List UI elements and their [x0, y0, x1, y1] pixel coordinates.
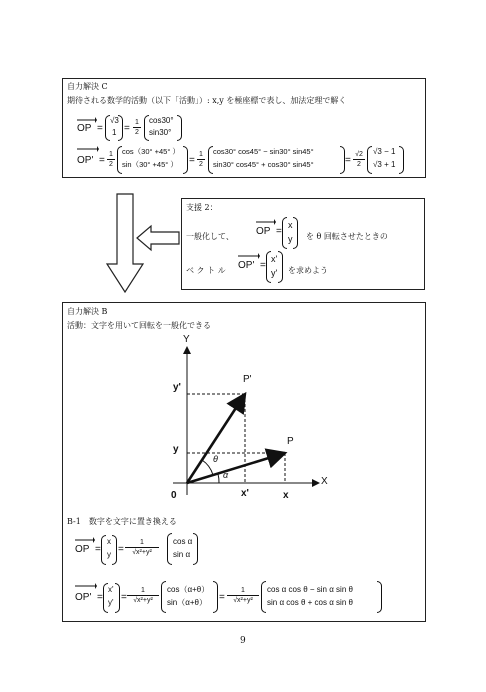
left-paren	[161, 581, 166, 613]
support-title: 支援 2：	[186, 203, 218, 212]
sin-alpha: sin α	[173, 550, 191, 559]
support-line2-post: を求めよう	[288, 266, 328, 275]
support-box	[181, 198, 425, 290]
fraction	[133, 119, 141, 136]
denominator: 2	[199, 161, 203, 168]
origin-label: 0	[171, 490, 177, 501]
vector-x: x	[107, 537, 111, 546]
solution-b-title: 自力解決 B	[67, 307, 108, 316]
vector-yp: y'	[108, 598, 114, 607]
equals-sign: =	[121, 592, 127, 603]
left-paren	[282, 217, 287, 249]
matrix-entry: 1	[112, 128, 117, 137]
equals-sign: =	[189, 155, 195, 166]
theta-label: θ	[213, 454, 218, 464]
left-paren	[261, 581, 266, 613]
numerator: 1	[135, 119, 139, 126]
fraction	[197, 151, 205, 168]
equals-sign: =	[95, 544, 101, 555]
solution-c-title: 自力解決 C	[67, 82, 108, 91]
vector-yp: y'	[271, 268, 278, 278]
vector-y: y	[107, 550, 111, 559]
matrix-entry: √3	[110, 116, 119, 125]
vector-op-label: OP	[77, 123, 92, 134]
solution-c-activity: 期待される数学的活動（以下「活動」）: x,y を極座標で表し、加法定理で解く	[67, 96, 347, 105]
point-p-prime-label: P'	[243, 374, 252, 385]
numerator: 1	[140, 539, 144, 546]
alpha-label: α	[223, 470, 229, 480]
vector-op-label: OP	[256, 226, 271, 237]
vector-x: x	[288, 220, 293, 230]
left-paren	[101, 535, 106, 565]
b1-heading: B-1 数字を文字に置き換える	[67, 517, 177, 526]
angle-theta-arc	[202, 460, 213, 475]
left-arrow-icon	[137, 226, 181, 250]
expanded-cos-entry: cos30° cos45° − sin30° sin45°	[213, 147, 314, 156]
right-paren	[193, 533, 198, 565]
numerator: 1	[241, 587, 245, 594]
equals-sign: =	[99, 155, 105, 166]
x-label: x	[283, 490, 289, 501]
right-paren	[112, 535, 117, 565]
vector-arrow	[256, 219, 276, 225]
solution-b-box	[62, 302, 426, 622]
vector-opp-label: OP'	[238, 260, 255, 271]
sin-entry: sin30°	[149, 128, 172, 137]
equals-sign: =	[124, 123, 130, 134]
vector-y: y	[288, 234, 293, 244]
result-entry: √3 − 1	[373, 147, 396, 156]
denominator: √x²+y²	[233, 597, 253, 604]
denominator: √x²+y²	[132, 549, 152, 556]
numerator: 1	[199, 151, 203, 158]
cos-sum-entry: cos（30° +45° ）	[122, 147, 180, 156]
right-paren	[183, 146, 188, 174]
vector-arrow	[75, 583, 97, 589]
y-prime-label: y'	[173, 382, 181, 393]
vector-arrow	[75, 537, 95, 543]
vector-xp: x'	[271, 254, 278, 264]
solution-b-activity: 活動：文字を用いて回転を一般化できる	[67, 321, 211, 330]
page-number: 9	[240, 636, 246, 646]
right-paren	[213, 581, 218, 613]
vector-op	[187, 453, 285, 483]
right-paren	[118, 115, 123, 141]
cos-sum-entry: cos（α+θ）	[167, 585, 210, 594]
expanded-cos-entry: cos α cos θ − sin α sin θ	[267, 585, 353, 594]
right-paren	[278, 251, 283, 283]
vector-op-label: OP	[75, 544, 90, 555]
result-entry: √3 + 1	[373, 160, 396, 169]
vector-arrow	[238, 253, 260, 259]
vector-opp-label: OP'	[75, 592, 92, 603]
fraction	[107, 151, 115, 168]
y-axis-label: Y	[183, 334, 190, 345]
point-p-label: P	[287, 436, 294, 447]
right-paren	[399, 146, 404, 174]
support-line1-post: を θ 回転させたときの	[306, 232, 388, 241]
equals-sign: =	[97, 592, 103, 603]
rotation-diagram	[63, 303, 425, 621]
solution-c-box	[62, 78, 426, 178]
right-paren	[377, 581, 382, 613]
vector-xp: x'	[108, 585, 114, 594]
sin-sum-entry: sin（30° +45° ）	[122, 160, 178, 169]
angle-alpha-arc	[218, 474, 219, 483]
fraction	[227, 587, 259, 604]
numerator: √2	[355, 151, 363, 158]
sin-sum-entry: sin（α+θ）	[167, 598, 207, 607]
cos-entry: cos30°	[149, 116, 174, 125]
expanded-sin-entry: sin α cos θ + cos α sin θ	[267, 598, 353, 607]
y-label: y	[173, 444, 179, 455]
equals-sign: =	[97, 123, 103, 134]
equals-sign: =	[260, 260, 266, 271]
denominator: 2	[109, 161, 113, 168]
vector-arrow	[77, 146, 99, 152]
right-paren	[293, 217, 298, 249]
cos-alpha: cos α	[173, 537, 193, 546]
equals-sign: =	[345, 155, 351, 166]
expanded-sin-entry: sin30° cos45° + cos30° sin45°	[213, 160, 314, 169]
equals-sign: =	[276, 226, 282, 237]
denominator: 2	[135, 129, 139, 136]
denominator: √x²+y²	[133, 597, 153, 604]
equals-sign: =	[219, 592, 225, 603]
numerator: 1	[141, 587, 145, 594]
x-prime-label: x'	[241, 488, 249, 499]
right-paren	[115, 583, 120, 613]
numerator: 1	[109, 151, 113, 158]
support-line1-pre: 一般化して、	[186, 232, 234, 241]
vector-op-prime	[187, 394, 245, 483]
fraction	[127, 587, 159, 604]
support-line2-pre: ベ ク ト ル	[186, 266, 226, 275]
left-paren	[167, 533, 172, 565]
fraction	[353, 151, 365, 168]
fraction	[125, 539, 159, 556]
left-paren	[367, 146, 372, 174]
vector-opp-label: OP'	[77, 155, 94, 166]
x-axis-label: X	[321, 476, 328, 487]
right-paren	[177, 115, 182, 141]
denominator: 2	[357, 161, 361, 168]
equals-sign: =	[118, 544, 124, 555]
